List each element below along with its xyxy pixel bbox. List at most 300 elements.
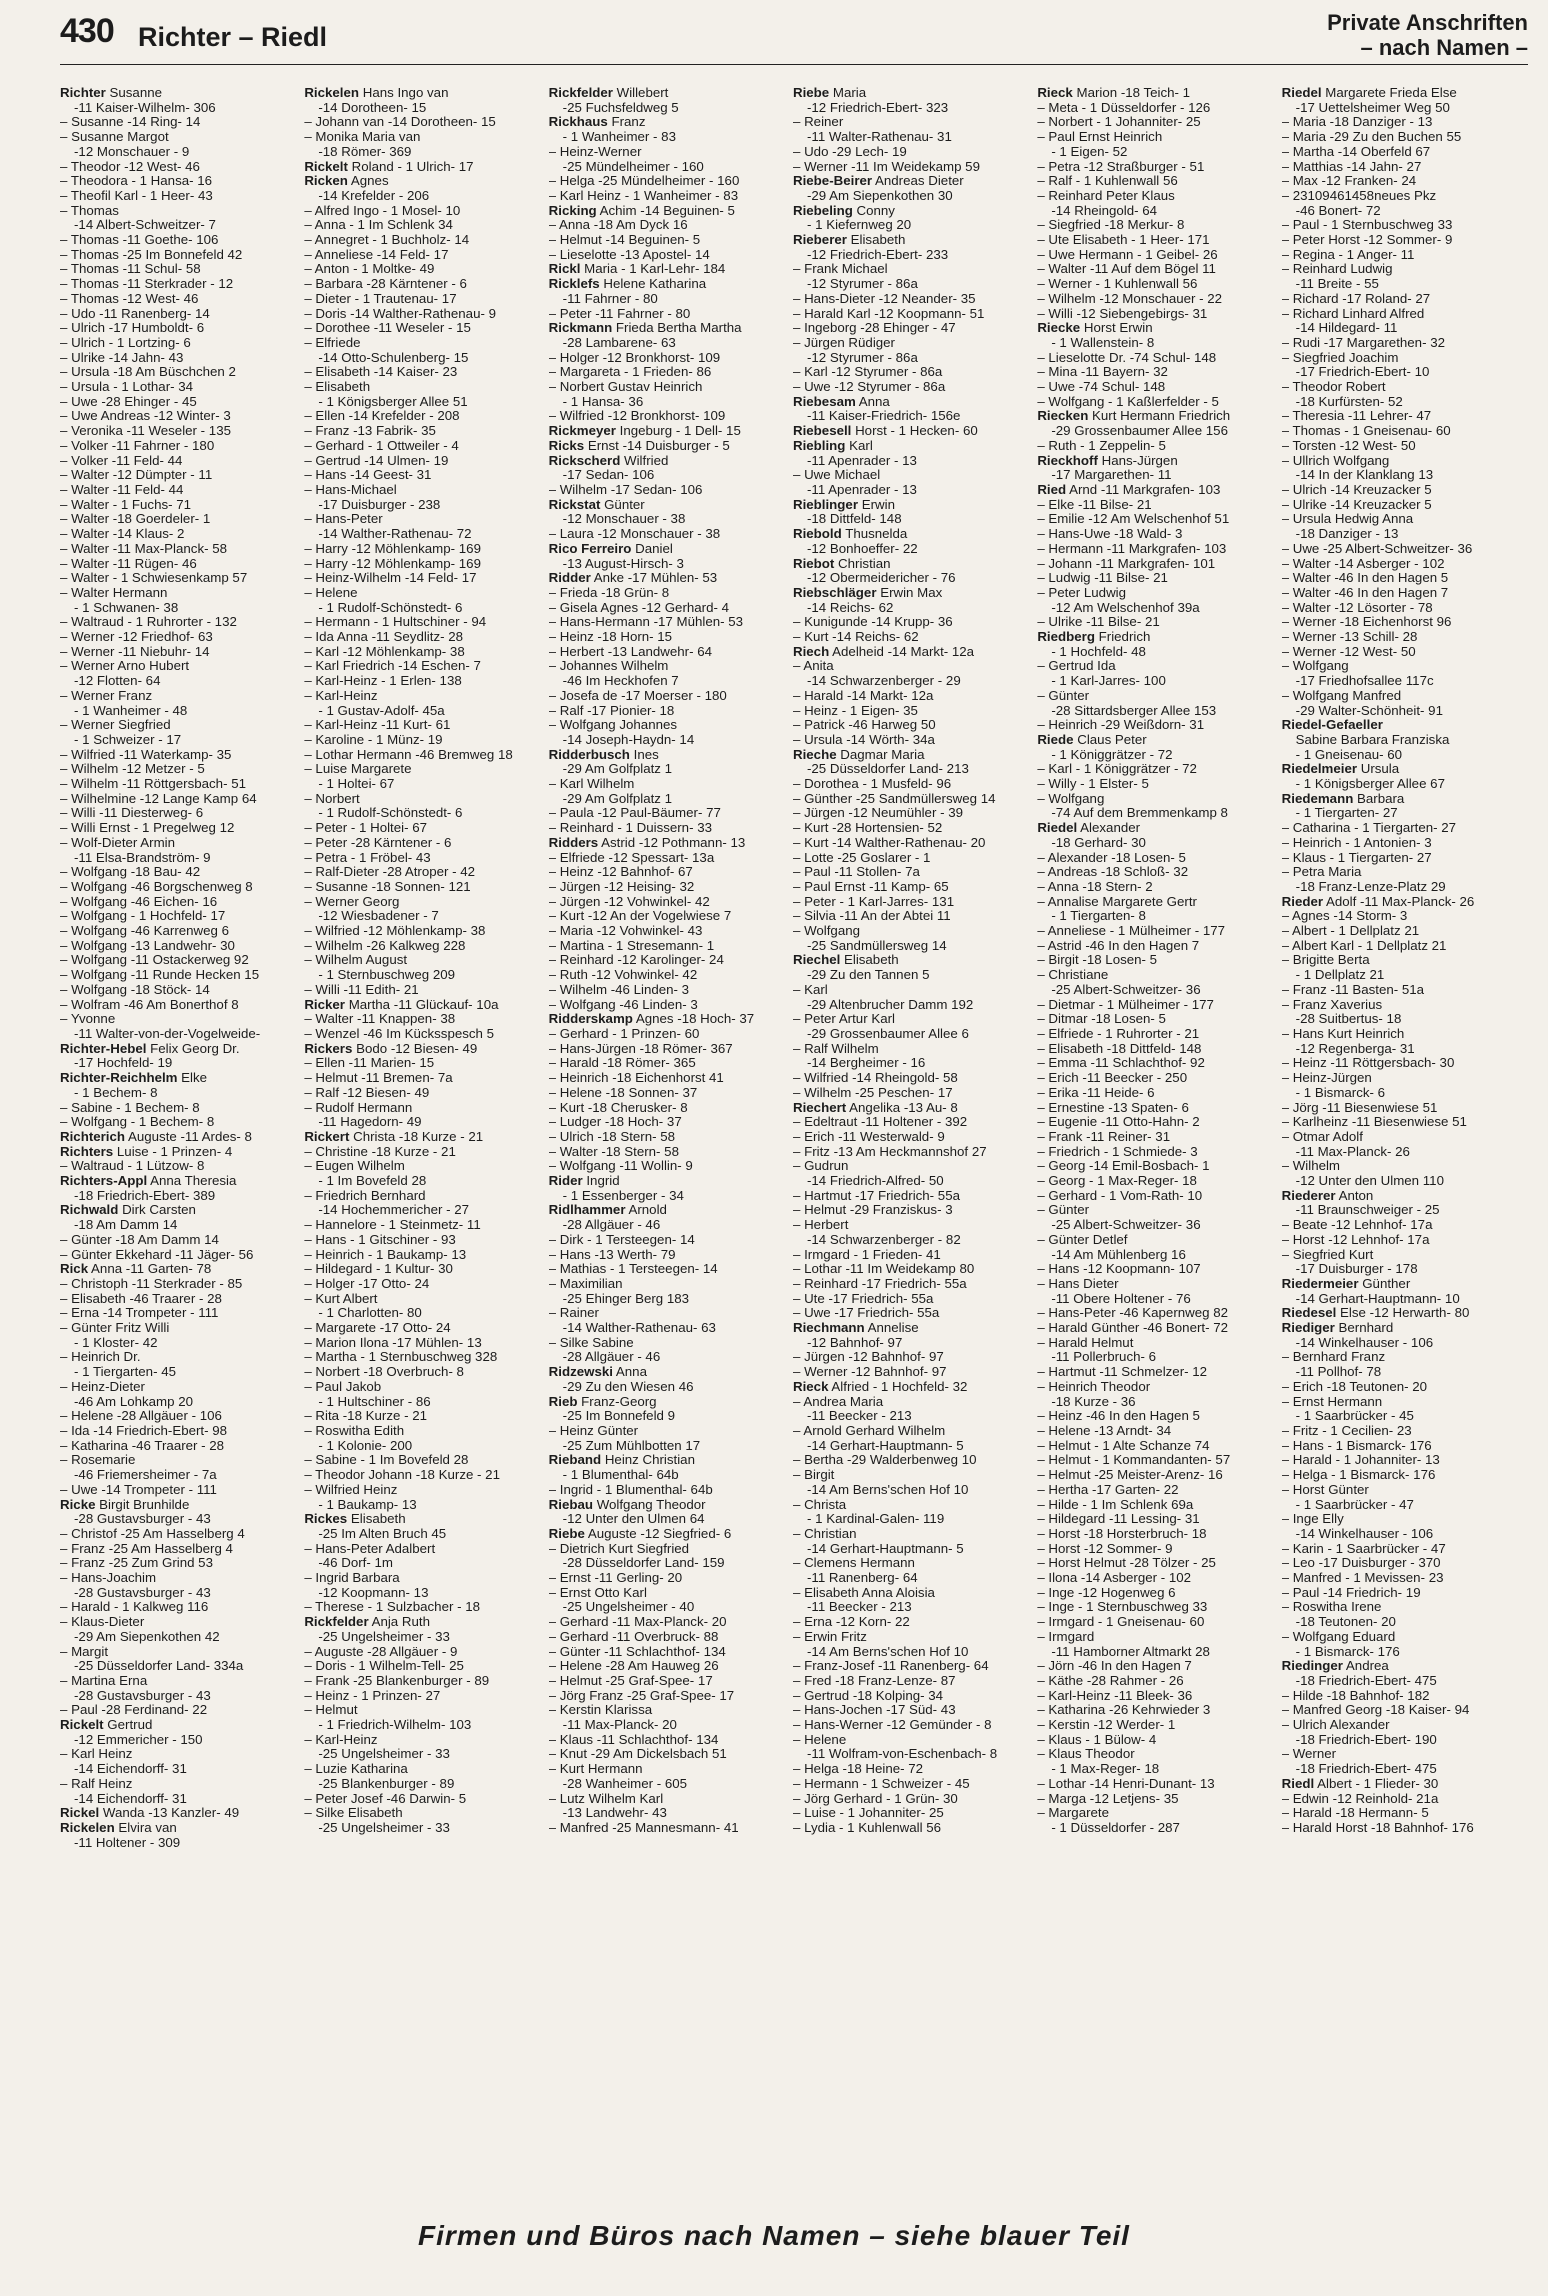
entry-line: – Catharina - 1 Tiergarten- 27 xyxy=(1281,821,1457,836)
entry-line: – Harald -18 Römer- 365 xyxy=(548,1056,696,1071)
entry-line: – Ulrich -17 Humboldt- 6 xyxy=(60,321,205,336)
entry-line: -11 Walter-Rathenau- 31 xyxy=(806,130,952,145)
entry-line: – Helmut - 1 Kommandanten- 57 xyxy=(1037,1453,1231,1468)
surname-entry: Riecken Kurt Hermann Friedrich xyxy=(1037,409,1231,424)
surname: Rieck xyxy=(1037,86,1073,100)
entry-line: – Ulrike -14 Kreuzacker 5 xyxy=(1281,497,1432,512)
entry-line: – Elisabeth Anna Aloisia xyxy=(792,1585,935,1600)
surname: Riebesam xyxy=(792,394,856,409)
entry-line: – Willi Ernst - 1 Pregelweg 12 xyxy=(60,821,235,836)
entry-line: – Helmut -25 Meister-Arenz- 16 xyxy=(1037,1468,1223,1483)
entry-line: – Wolfgang - 1 Bechem- 8 xyxy=(60,1115,215,1130)
surname-entry: Riechmann Annelise xyxy=(792,1321,919,1336)
entry-line: - 1 Rudolf-Schönstedt- 6 xyxy=(318,600,463,615)
entry-line: – Andrea Maria xyxy=(792,1394,884,1409)
entry-line: – Hans-Jürgen -18 Römer- 367 xyxy=(548,1041,733,1056)
entry-line: – Helga -18 Heine- 72 xyxy=(792,1762,924,1777)
surname-entry: Rickfelder Willebert xyxy=(548,86,669,100)
entry-line: – Hans-Peter -46 Kapernweg 82 xyxy=(1037,1306,1229,1321)
surname: Ridders xyxy=(548,835,599,850)
surname-entry: Riedinger Andrea xyxy=(1281,1659,1389,1674)
entry-line: – Hertha -17 Garten- 22 xyxy=(1037,1482,1179,1497)
surname: Ricking xyxy=(548,203,597,218)
entry-line: – Otmar Adolf xyxy=(1281,1129,1363,1144)
entry-line: – Thomas -11 Schul- 58 xyxy=(60,262,201,277)
entry-line: – Manfred - 1 Mevissen- 23 xyxy=(1281,1571,1444,1586)
entry-line: -12 Bonhoeffer- 22 xyxy=(806,541,918,556)
surname: Ridderskamp xyxy=(548,1012,633,1027)
entry-line: - 1 Saarbrücker - 45 xyxy=(1295,1409,1414,1424)
entry-line: – Uwe -12 Styrumer - 86a xyxy=(792,380,946,395)
surname: Rickl xyxy=(548,262,581,277)
entry-line: – Udo -29 Lech- 19 xyxy=(792,144,907,159)
entry-line: -14 Reichs- 62 xyxy=(806,600,894,615)
entry-line: - 1 Gneisenau- 60 xyxy=(1295,747,1403,762)
entry-line: – Gertrud -14 Ulmen- 19 xyxy=(304,453,449,468)
entry-line: – Susanne -18 Sonnen- 121 xyxy=(304,879,471,894)
entry-line: – Wilhelm -25 Peschen- 17 xyxy=(792,1085,953,1100)
entry-line: -11 Ranenberg- 64 xyxy=(806,1571,918,1586)
surname: Richter-Reichhelm xyxy=(60,1071,178,1086)
surname: Rickert xyxy=(304,1129,350,1144)
entry-line: – Walter -12 Lösorter - 78 xyxy=(1281,600,1433,615)
entry-line: – Georg -14 Emil-Bosbach- 1 xyxy=(1037,1159,1210,1174)
entry-line: – Doris - 1 Wilhelm-Tell- 25 xyxy=(304,1659,464,1674)
entry-line: – Karl Heinz - 1 Wanheimer - 83 xyxy=(548,188,739,203)
entry-line: – Wilhelm -26 Kalkweg 228 xyxy=(304,938,466,953)
entry-line: – Karoline - 1 Münz- 19 xyxy=(304,732,443,747)
entry-line: – Walter -14 Klaus- 2 xyxy=(60,527,185,542)
entry-line: – Kurt -12 An der Vogelwiese 7 xyxy=(548,909,732,924)
surname: Ricke xyxy=(60,1497,96,1512)
entry-line: – Friedrich - 1 Schmiede- 3 xyxy=(1037,1144,1198,1159)
surname-entry: Ridder Anke -17 Mühlen- 53 xyxy=(548,571,718,586)
surname-entry: Rieband Heinz Christian xyxy=(548,1453,695,1468)
entry-line: - 1 Tiergarten- 27 xyxy=(1295,806,1398,821)
entry-line: -18 Am Damm 14 xyxy=(74,1218,178,1233)
surname: Riedermeier xyxy=(1281,1276,1359,1291)
entry-line: -11 Apenrader - 13 xyxy=(806,453,917,468)
surname-entry: Ridderskamp Agnes -18 Hoch- 37 xyxy=(548,1012,755,1027)
entry-line: – Ernestine -13 Spaten- 6 xyxy=(1037,1100,1189,1115)
entry-line: -12 Unter den Ulmen 110 xyxy=(1295,1174,1444,1189)
entry-line: – Kurt -28 Hortensien- 52 xyxy=(792,821,943,836)
entry-line: – Uwe -74 Schul- 148 xyxy=(1037,380,1166,395)
entry-line: – Theodora - 1 Hansa- 16 xyxy=(60,174,213,189)
surname: Riechel xyxy=(792,953,841,968)
surname: Ricks xyxy=(548,438,585,453)
surname-entry: Riedermeier Günther xyxy=(1281,1276,1411,1291)
entry-line: – Jörg Gerhard - 1 Grün- 30 xyxy=(792,1791,958,1806)
entry-line: – Harald - 1 Kalkweg 116 xyxy=(60,1600,209,1615)
surname: Ried xyxy=(1037,482,1067,497)
surname-entry: Rico Ferreiro Daniel xyxy=(548,541,673,556)
surname: Riede xyxy=(1037,732,1074,747)
entry-line: – Werner -12 Bahnhof- 97 xyxy=(792,1365,947,1380)
surname: Rider xyxy=(548,1174,583,1189)
entry-line: – Hermann -11 Markgrafen- 103 xyxy=(1037,541,1227,556)
surname-entry: Rick Anna -11 Garten- 78 xyxy=(60,1262,212,1277)
entry-line: – Helmut - 1 Alte Schanze 74 xyxy=(1037,1438,1210,1453)
entry-line: – Walter -46 In den Hagen 5 xyxy=(1281,571,1449,586)
entry-line: – Alexander -18 Losen- 5 xyxy=(1037,850,1186,865)
surname-entry: Ricker Martha -11 Glückauf- 10a xyxy=(304,997,499,1012)
surname-entry: Riedel Alexander xyxy=(1037,821,1141,836)
entry-line: – Herbert -13 Landwehr- 64 xyxy=(548,644,713,659)
entry-line: – Dietrich Kurt Siegfried xyxy=(548,1541,690,1556)
entry-line: -29 Am Golfplatz 1 xyxy=(562,762,673,777)
surname-entry: Riede Claus Peter xyxy=(1037,732,1147,747)
entry-line: – Paul Jakob xyxy=(304,1379,382,1394)
directory-column xyxy=(1282,86,1520,2206)
surname: Ridzewski xyxy=(548,1365,613,1380)
directory-columns xyxy=(60,86,1520,2206)
entry-line: – Lotte -25 Goslarer - 1 xyxy=(792,850,931,865)
entry-line: – Günter -11 Schlachthof- 134 xyxy=(548,1644,726,1659)
entry-line: – Thomas -25 Im Bonnefeld 42 xyxy=(60,247,243,262)
entry-line: – Wilfried -12 Bronkhorst- 109 xyxy=(548,409,726,424)
surname: Riedel xyxy=(1037,821,1078,836)
entry-line: – Franz Xaverius xyxy=(1281,997,1383,1012)
entry-line: – Annalise Margarete Gertr xyxy=(1037,894,1197,909)
entry-line: - 1 Im Bovefeld 28 xyxy=(318,1174,427,1189)
entry-line: – Peter Ludwig xyxy=(1037,585,1127,600)
entry-line: -18 Friedrich-Ebert- 475 xyxy=(1295,1673,1437,1688)
entry-line: – Wilhelm -12 Metzer - 5 xyxy=(60,762,205,777)
entry-line: – Walter -14 Asberger - 102 xyxy=(1281,556,1445,571)
surname: Riechmann xyxy=(792,1321,865,1336)
entry-line: -18 Friedrich-Ebert- 190 xyxy=(1295,1732,1437,1747)
surname-entry: Ried Arnd -11 Markgrafen- 103 xyxy=(1037,482,1221,497)
directory-column xyxy=(1037,86,1275,2206)
entry-line: -11 Fahrner - 80 xyxy=(562,291,658,306)
entry-line: – Walter - 1 Fuchs- 71 xyxy=(60,497,192,512)
entry-line: - 1 Kiefernweg 20 xyxy=(806,218,912,233)
entry-line: - 1 Hansa- 36 xyxy=(562,394,644,409)
entry-line: -29 Grossenbaumer Allee 156 xyxy=(1051,424,1228,439)
entry-line: – Reinhard Peter Klaus xyxy=(1037,188,1175,203)
entry-line: – Georg - 1 Max-Reger- 18 xyxy=(1037,1174,1197,1189)
entry-line: – Hildegard - 1 Kultur- 30 xyxy=(304,1262,453,1277)
entry-line: – Irmgard xyxy=(1037,1629,1095,1644)
entry-line: - 1 Dellplatz 21 xyxy=(1295,968,1385,983)
entry-line: – Ilona -14 Asberger - 102 xyxy=(1037,1571,1192,1586)
entry-line: -74 Auf dem Bremmenkamp 8 xyxy=(1051,806,1228,821)
entry-line: – Anneliese -14 Feld- 17 xyxy=(304,247,449,262)
surname-entry: Richter-Reichhelm Elke xyxy=(60,1071,208,1086)
entry-line: – Birgit -18 Losen- 5 xyxy=(1037,953,1158,968)
entry-line: – Hilde - 1 Im Schlenk 69a xyxy=(1037,1497,1194,1512)
entry-line: -12 Koopmann- 13 xyxy=(318,1585,429,1600)
entry-line: -28 Düsseldorfer Land- 159 xyxy=(562,1556,725,1571)
entry-line: – Ralf -12 Biesen- 49 xyxy=(304,1085,430,1100)
entry-line: – Siegfried -18 Merkur- 8 xyxy=(1037,218,1185,233)
entry-line: – Dorothea - 1 Musfeld- 96 xyxy=(792,777,952,792)
entry-line: – Karl Friedrich -14 Eschen- 7 xyxy=(304,659,481,674)
entry-line: – Frank -25 Blankenburger - 89 xyxy=(304,1673,490,1688)
entry-line: – Franz -25 Am Hasselberg 4 xyxy=(60,1541,233,1556)
entry-line: -14 Eichendorff- 31 xyxy=(74,1762,187,1777)
entry-line: – Hans-Uwe -18 Wald- 3 xyxy=(1037,527,1183,542)
entry-line: – Ursula Hedwig Anna xyxy=(1281,512,1414,527)
entry-line: – Christine -18 Kurze - 21 xyxy=(304,1144,456,1159)
entry-line: – Harald Karl -12 Koopmann- 51 xyxy=(792,306,985,321)
entry-line: – Norbert -18 Overbruch- 8 xyxy=(304,1365,464,1380)
entry-line: -17 Margarethen- 11 xyxy=(1051,468,1172,483)
entry-line: - 1 Kloster- 42 xyxy=(74,1335,158,1350)
entry-line: – Elke -11 Bilse- 21 xyxy=(1037,497,1152,512)
section-title xyxy=(1327,10,1528,60)
entry-line: – Max -12 Franken- 24 xyxy=(1281,174,1417,189)
entry-line: – Siegfried Kurt xyxy=(1281,1247,1374,1262)
entry-line: – Walter -11 Feld- 44 xyxy=(60,482,184,497)
entry-line: - 1 Friedrich-Wilhelm- 103 xyxy=(318,1718,472,1733)
entry-line: – Franz -13 Fabrik- 35 xyxy=(304,424,436,439)
entry-line: – Maximilian xyxy=(548,1276,623,1291)
entry-line: – Johann -11 Markgrafen- 101 xyxy=(1037,556,1216,571)
entry-line: – Rudi -17 Margarethen- 32 xyxy=(1281,335,1445,350)
entry-line: – Beate -12 Lehnhof- 17a xyxy=(1281,1218,1433,1233)
entry-line: – Brigitte Berta xyxy=(1281,953,1370,968)
entry-line: – Hans-Hermann -17 Mühlen- 53 xyxy=(548,615,744,630)
surname-entry: Rieder Adolf -11 Max-Planck- 26 xyxy=(1281,894,1475,909)
surname-entry: Rickelen Hans Ingo van xyxy=(304,86,449,100)
surname-entry: Richwald Dirk Carsten xyxy=(60,1203,196,1218)
entry-line: – Paul Ernst Heinrich xyxy=(1037,130,1163,145)
entry-line: -46 Friemersheimer - 7a xyxy=(74,1468,217,1483)
entry-line: – Hans - 1 Gitschiner - 93 xyxy=(304,1232,456,1247)
entry-line: -25 Im Bonnefeld 9 xyxy=(562,1409,676,1424)
entry-line: – Horst Helmut -28 Tölzer - 25 xyxy=(1037,1556,1216,1571)
entry-line: - 1 Kolonie- 200 xyxy=(318,1438,413,1453)
entry-line: – Kurt -18 Cherusker- 8 xyxy=(548,1100,688,1115)
directory-column xyxy=(304,86,542,2206)
surname: Ricken xyxy=(304,174,348,189)
entry-line: – Wolf-Dieter Armin xyxy=(60,835,176,850)
entry-line: – Hans-Jochen -17 Süd- 43 xyxy=(792,1703,956,1718)
entry-line: - 1 Schwanen- 38 xyxy=(74,600,179,615)
surname-entry: Rickelt Gertrud xyxy=(60,1718,153,1733)
entry-line: – Anton - 1 Moltke- 49 xyxy=(304,262,435,277)
entry-line: – Herbert xyxy=(792,1218,849,1233)
entry-line: – Karl -12 Möhlenkamp- 38 xyxy=(304,644,465,659)
surname: Rickfelder xyxy=(548,86,613,100)
entry-line: - 1 Charlotten- 80 xyxy=(318,1306,422,1321)
section-title-line1: Private Anschriften xyxy=(1327,10,1528,35)
entry-line: -12 Friedrich-Ebert- 233 xyxy=(806,247,949,262)
entry-line: – Anita xyxy=(792,659,834,674)
entry-line: - 1 Kardinal-Galen- 119 xyxy=(806,1512,945,1527)
surname-entry: Riediger Bernhard xyxy=(1281,1321,1394,1336)
surname: Riedel xyxy=(1281,86,1322,100)
directory-column xyxy=(60,86,298,2206)
entry-line: – Günter Ekkehard -11 Jäger- 56 xyxy=(60,1247,254,1262)
surname-entry: Riebau Wolfgang Theodor xyxy=(548,1497,706,1512)
surname: Richters xyxy=(60,1144,114,1159)
surname: Riebe-Beirer xyxy=(792,174,873,189)
entry-line: – Katharina -26 Kehrwieder 3 xyxy=(1037,1703,1211,1718)
entry-line: -25 Ehinger Berg 183 xyxy=(562,1291,690,1306)
entry-line: -14 In der Klanklang 13 xyxy=(1295,468,1434,483)
entry-line: – Inge - 1 Sternbuschweg 33 xyxy=(1037,1600,1208,1615)
entry-line: – Werner -11 Im Weidekamp 59 xyxy=(792,159,980,174)
entry-line: – Helene -28 Allgäuer - 106 xyxy=(60,1409,222,1424)
entry-line: – Karl - 1 Königgrätzer - 72 xyxy=(1037,762,1197,777)
entry-line: – Horst -12 Lehnhof- 17a xyxy=(1281,1232,1430,1247)
entry-line: - 1 Rudolf-Schönstedt- 6 xyxy=(318,806,463,821)
entry-line: – Jürgen -12 Heising- 32 xyxy=(548,879,695,894)
entry-line: – Margit xyxy=(60,1644,109,1659)
entry-line: – Jörg Franz -25 Graf-Spee- 17 xyxy=(548,1688,735,1703)
entry-line: -29 Zu den Wiesen 46 xyxy=(562,1379,694,1394)
entry-line: – Harald Helmut xyxy=(1037,1335,1134,1350)
entry-line: -18 Teutonen- 20 xyxy=(1295,1615,1396,1630)
entry-line: – Jürgen Rüdiger xyxy=(792,335,895,350)
entry-line: – Lydia - 1 Kuhlenwall 56 xyxy=(792,1820,942,1835)
entry-line: – Dieter - 1 Trautenau- 17 xyxy=(304,291,457,306)
entry-line: – Wolfgang xyxy=(1281,659,1349,674)
entry-line: – Waltraud - 1 Ruhrorter - 132 xyxy=(60,615,237,630)
entry-line: - 1 Hochfeld- 48 xyxy=(1051,644,1146,659)
entry-line: -14 Winkelhauser - 106 xyxy=(1295,1526,1434,1541)
entry-line: -14 Hildegard- 11 xyxy=(1295,321,1398,336)
entry-line: – Maria -12 Vohwinkel- 43 xyxy=(548,924,703,939)
entry-line: -13 Landwehr- 43 xyxy=(562,1806,667,1821)
surname-entry: Richters-Appl Anna Theresia xyxy=(60,1174,237,1189)
entry-line: - 1 Bismarck- 176 xyxy=(1295,1644,1400,1659)
entry-line: – Wolfgang Eduard xyxy=(1281,1629,1396,1644)
surname-entry: Rickert Christa -18 Kurze - 21 xyxy=(304,1129,484,1144)
entry-line: – Ulrich Alexander xyxy=(1281,1718,1390,1733)
entry-line: – Kurt Albert xyxy=(304,1291,378,1306)
surname: Richterich xyxy=(60,1129,126,1144)
surname-entry: Rieberer Elisabeth xyxy=(792,233,906,248)
entry-line: – Wilhelmine -12 Lange Kamp 64 xyxy=(60,791,257,806)
entry-line: – Günter xyxy=(1037,688,1090,703)
entry-line: – Karl -12 Styrumer - 86a xyxy=(792,365,943,380)
entry-line: -29 Am Siepenkothen 30 xyxy=(806,188,953,203)
surname: Rieberer xyxy=(792,233,847,248)
entry-line: – Ida -14 Friedrich-Ebert- 98 xyxy=(60,1423,228,1438)
surname: Rickelen xyxy=(60,1820,115,1835)
entry-line: – Waltraud - 1 Lützow- 8 xyxy=(60,1159,205,1174)
entry-line: – Thomas -11 Sterkrader - 12 xyxy=(60,277,234,292)
entry-line: – Leo -17 Duisburger - 370 xyxy=(1281,1556,1441,1571)
entry-line: – Therese - 1 Sulzbacher - 18 xyxy=(304,1600,480,1615)
entry-line: – Erna -14 Trompeter - 111 xyxy=(60,1306,219,1321)
entry-line: -18 Dittfeld- 148 xyxy=(806,512,902,527)
surname: Ricker xyxy=(304,997,345,1012)
entry-line: – Reinhard -12 Karolinger- 24 xyxy=(548,953,724,968)
entry-line: -18 Friedrich-Ebert- 389 xyxy=(74,1188,216,1203)
entry-line: – Wolfram -46 Am Bonerthof 8 xyxy=(60,997,239,1012)
entry-line: – Ulrich -18 Stern- 58 xyxy=(548,1129,676,1144)
entry-line: – Helmut -11 Bremen- 7a xyxy=(304,1071,453,1086)
entry-line: – Ida Anna -11 Seydlitz- 28 xyxy=(304,630,464,645)
entry-line: – Margarete -17 Otto- 24 xyxy=(304,1321,451,1336)
surname: Rieckhoff xyxy=(1037,453,1098,468)
surname-entry: Riecke Horst Erwin xyxy=(1037,321,1153,336)
entry-line: -11 Wolfram-von-Eschenbach- 8 xyxy=(806,1747,998,1762)
surname: Rico Ferreiro xyxy=(548,541,632,556)
surname-entry: Riedel Margarete Frieda Else xyxy=(1281,86,1457,100)
surname: Rickmeyer xyxy=(548,424,616,439)
entry-line: – Fred -18 Franz-Lenze- 87 xyxy=(792,1673,956,1688)
entry-line: – Wilhelm -46 Linden- 3 xyxy=(548,982,690,997)
entry-line: – Ellen -11 Marien- 15 xyxy=(304,1056,435,1071)
surname-entry: Riebschläger Erwin Max xyxy=(792,585,943,600)
entry-line: – Meta - 1 Düsseldorfer - 126 xyxy=(1037,100,1211,115)
surname-entry: Ricke Birgit Brunhilde xyxy=(60,1497,190,1512)
entry-line: – Birgit xyxy=(792,1468,835,1483)
entry-line: – Hans Kurt Heinrich xyxy=(1281,1027,1405,1041)
entry-line: -25 Mündelheimer - 160 xyxy=(562,159,704,174)
entry-line: – Wolfgang Johannes xyxy=(548,718,678,733)
entry-line: – Rita -18 Kurze - 21 xyxy=(304,1409,428,1424)
entry-line: – Walter -18 Stern- 58 xyxy=(548,1144,679,1159)
entry-line: – Thomas -11 Goethe- 106 xyxy=(60,233,219,248)
entry-line: – Walter Hermann xyxy=(60,585,168,600)
surname: Rickhaus xyxy=(548,115,608,130)
entry-line: – Erika -11 Heide- 6 xyxy=(1037,1085,1155,1100)
entry-line: -17 Hochfeld- 19 xyxy=(74,1056,173,1071)
surname-entry: Ricks Ernst -14 Duisburger - 5 xyxy=(548,438,730,453)
entry-line: - 1 Saarbrücker - 47 xyxy=(1295,1497,1414,1512)
entry-line: – Edeltraut -11 Holtener - 392 xyxy=(792,1115,968,1130)
entry-line: – Martina - 1 Stresemann- 1 xyxy=(548,938,715,953)
entry-line: -25 Ungelsheimer - 40 xyxy=(562,1600,695,1615)
surname-entry: Rickers Bodo -12 Biesen- 49 xyxy=(304,1041,478,1056)
entry-line: -12 Emmericher - 150 xyxy=(74,1732,203,1747)
entry-line: – Uwe -17 Friedrich- 55a xyxy=(792,1306,940,1321)
surname-entry: Riebling Karl xyxy=(792,438,873,453)
entry-line: - 1 Bechem- 8 xyxy=(74,1085,158,1100)
entry-line: – Paul -14 Friedrich- 19 xyxy=(1281,1585,1421,1600)
surname: Riech xyxy=(792,644,830,659)
surname: Ricklefs xyxy=(548,277,600,292)
entry-line: – Käthe -28 Rahmer - 26 xyxy=(1037,1673,1184,1688)
entry-line: – Gerhard - 1 Prinzen- 60 xyxy=(548,1027,700,1041)
surname: Riebesell xyxy=(792,424,852,439)
entry-line: – Helmut -14 Beguinen- 5 xyxy=(548,233,701,248)
entry-line: – Anneliese - 1 Mülheimer - 177 xyxy=(1037,924,1226,939)
entry-line: – Uwe -28 Ehinger - 45 xyxy=(60,394,197,409)
entry-line: – Andreas -18 Schloß- 32 xyxy=(1037,865,1189,880)
entry-line: – Ludger -18 Hoch- 37 xyxy=(548,1115,682,1130)
entry-line: – Heinz -18 Horn- 15 xyxy=(548,630,673,645)
surname-entry: Rider Ingrid xyxy=(548,1174,620,1189)
entry-line: – Luise Margarete xyxy=(304,762,412,777)
entry-line: – Frank Michael xyxy=(792,262,888,277)
surname: Riedberg xyxy=(1037,630,1095,645)
entry-line: – Helene -28 Am Hauweg 26 xyxy=(548,1659,719,1674)
entry-line: – Gertrud -18 Kolping- 34 xyxy=(792,1688,944,1703)
entry-line: – Ursula -14 Wörth- 34a xyxy=(792,732,935,747)
entry-line: – Karl-Heinz xyxy=(304,688,378,703)
entry-line: – Wolfgang - 1 Hochfeld- 17 xyxy=(60,909,226,924)
entry-line: – Thomas - 1 Gneisenau- 60 xyxy=(1281,424,1451,439)
entry-line: – Peter -28 Kärntener - 6 xyxy=(304,835,452,850)
entry-line: – Udo -11 Ranenberg- 14 xyxy=(60,306,210,321)
entry-line: – Helmut -25 Graf-Spee- 17 xyxy=(548,1673,713,1688)
entry-line: -12 Obermeidericher - 76 xyxy=(806,571,956,586)
entry-line: – Erich -18 Teutonen- 20 xyxy=(1281,1379,1428,1394)
entry-line: – Kunigunde -14 Krupp- 36 xyxy=(792,615,953,630)
entry-line: – Roswitha Edith xyxy=(304,1423,405,1438)
entry-line: – Peter Horst -12 Sommer- 9 xyxy=(1281,233,1453,248)
entry-line: – Reinhard -17 Friedrich- 55a xyxy=(792,1276,967,1291)
surname-entry: Rickhaus Franz xyxy=(548,115,646,130)
